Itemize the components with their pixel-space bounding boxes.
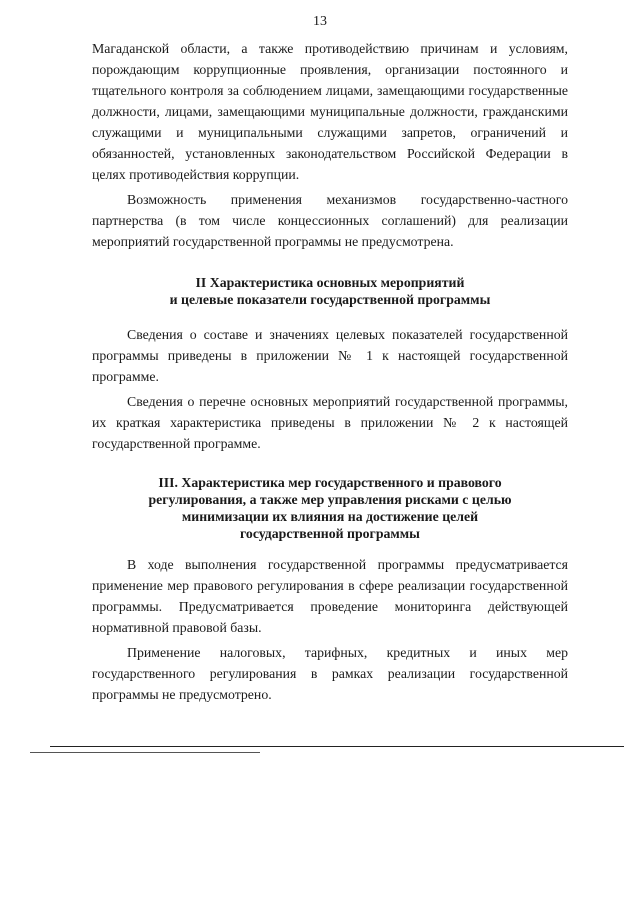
section-2-heading-line: II Характеристика основных мероприятий [195, 275, 465, 290]
section-3-paragraph: Применение налоговых, тарифных, кредитных и иных мер государственного регулирования в рамках реализации государственной программы не предусмотрено. [92, 645, 568, 702]
section-2-paragraph: Сведения о составе и значениях целевых показателей государственной программы приведены в приложении № 1 к настоящей государственной программе. [92, 327, 568, 384]
section-3-heading-line: государственной программы [240, 526, 420, 541]
section-3-paragraph: В ходе выполнения государственной программы предусматривается применение мер правового регулирования в сфере реализации государственной программы. Предусматривается проведение мониторинга действующей нормативной правовой базы. [92, 557, 568, 635]
section-2-heading-line: и целевые показатели государственной программы [169, 292, 491, 307]
section-3-heading-line: III. Характеристика мер государственного и правового [158, 475, 502, 490]
paragraph-ppp: Возможность применения механизмов государственно-частного партнерства (в том числе концессионных соглашений) для реализации мероприятий государственной программы не предусмотрена. [92, 192, 568, 249]
section-2-heading [92, 274, 568, 308]
section-3-heading-line: регулирования, а также мер управления рисками с целью [148, 492, 512, 507]
page-divider-line-secondary [30, 752, 260, 753]
section-3-heading [92, 474, 568, 542]
paragraph-continuation: Магаданской области, а также противодействию причинам и условиям, порождающим коррупционные проявления, организации постоянного и тщательного контроля за соблюдением лицами, замещающими государственные должности, лицами, замещающими муниципальные должности, гражданскими служащими и муниципальными служащими запретов, ограничений и обязанностей, установленных законодательством Российской Федерации в целях противодействия коррупции. [92, 41, 568, 182]
page-divider-line [50, 746, 624, 747]
section-2-paragraph: Сведения о перечне основных мероприятий государственной программы, их краткая характеристика приведены в приложении № 2 к настоящей государственной программе. [92, 394, 568, 451]
page-number: 13 [313, 14, 327, 29]
document-body [92, 38, 568, 705]
section-3-heading-line: минимизации их влияния на достижение целей [181, 509, 479, 524]
